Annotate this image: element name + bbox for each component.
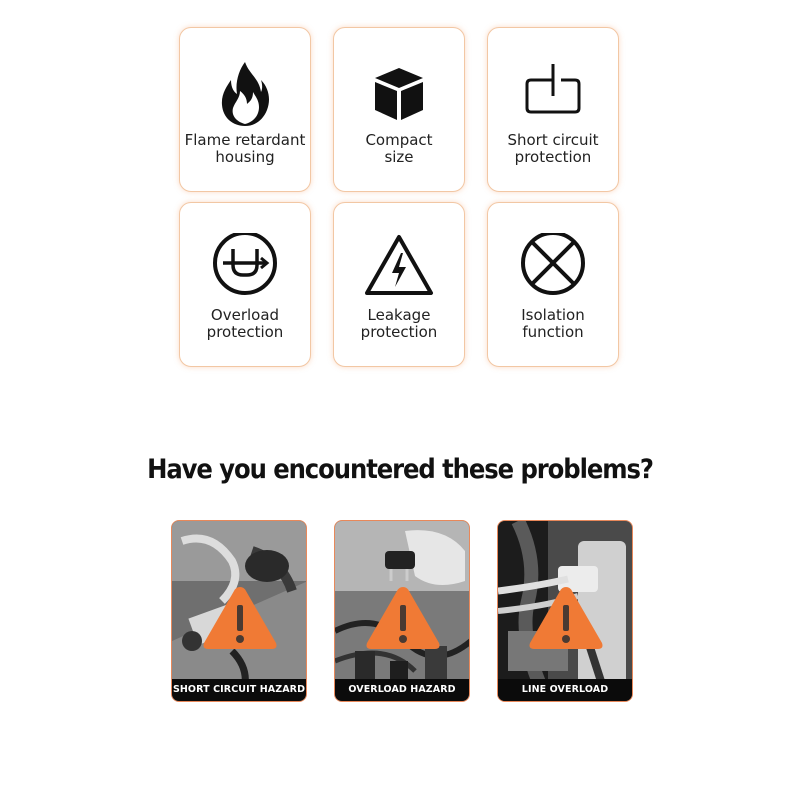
warning-icon — [200, 583, 280, 653]
feature-card-compact-size — [333, 27, 465, 192]
feature-card-short-circuit — [487, 27, 619, 192]
flame-icon — [180, 58, 310, 130]
cube-icon — [334, 58, 464, 130]
feature-card-overload — [179, 202, 311, 367]
problem-card-line-overload — [497, 520, 633, 702]
overload-icon — [180, 233, 310, 305]
isolation-icon — [488, 233, 618, 305]
warning-icon — [363, 583, 443, 653]
feature-card-isolation — [487, 202, 619, 367]
short-circuit-icon — [488, 58, 618, 130]
feature-label: Compact size — [365, 131, 433, 166]
feature-card-leakage — [333, 202, 465, 367]
problem-card-overload — [334, 520, 470, 702]
feature-label: Isolation function — [521, 306, 585, 341]
feature-label: Leakage protection — [360, 306, 438, 341]
feature-label: Overload protection — [206, 306, 284, 341]
features-grid — [0, 0, 800, 380]
problem-caption: SHORT CIRCUIT HAZARD — [172, 679, 306, 701]
problems-headline: Have you encountered these problems? — [147, 454, 653, 485]
problem-card-short-circuit — [171, 520, 307, 702]
feature-label: Flame retardant housing — [184, 131, 306, 166]
feature-label: Short circuit protection — [507, 131, 599, 166]
feature-card-flame-retardant — [179, 27, 311, 192]
problem-caption: LINE OVERLOAD — [498, 679, 632, 701]
warning-icon — [526, 583, 606, 653]
problem-caption: OVERLOAD HAZARD — [335, 679, 469, 701]
lightning-warning-icon — [334, 233, 464, 305]
